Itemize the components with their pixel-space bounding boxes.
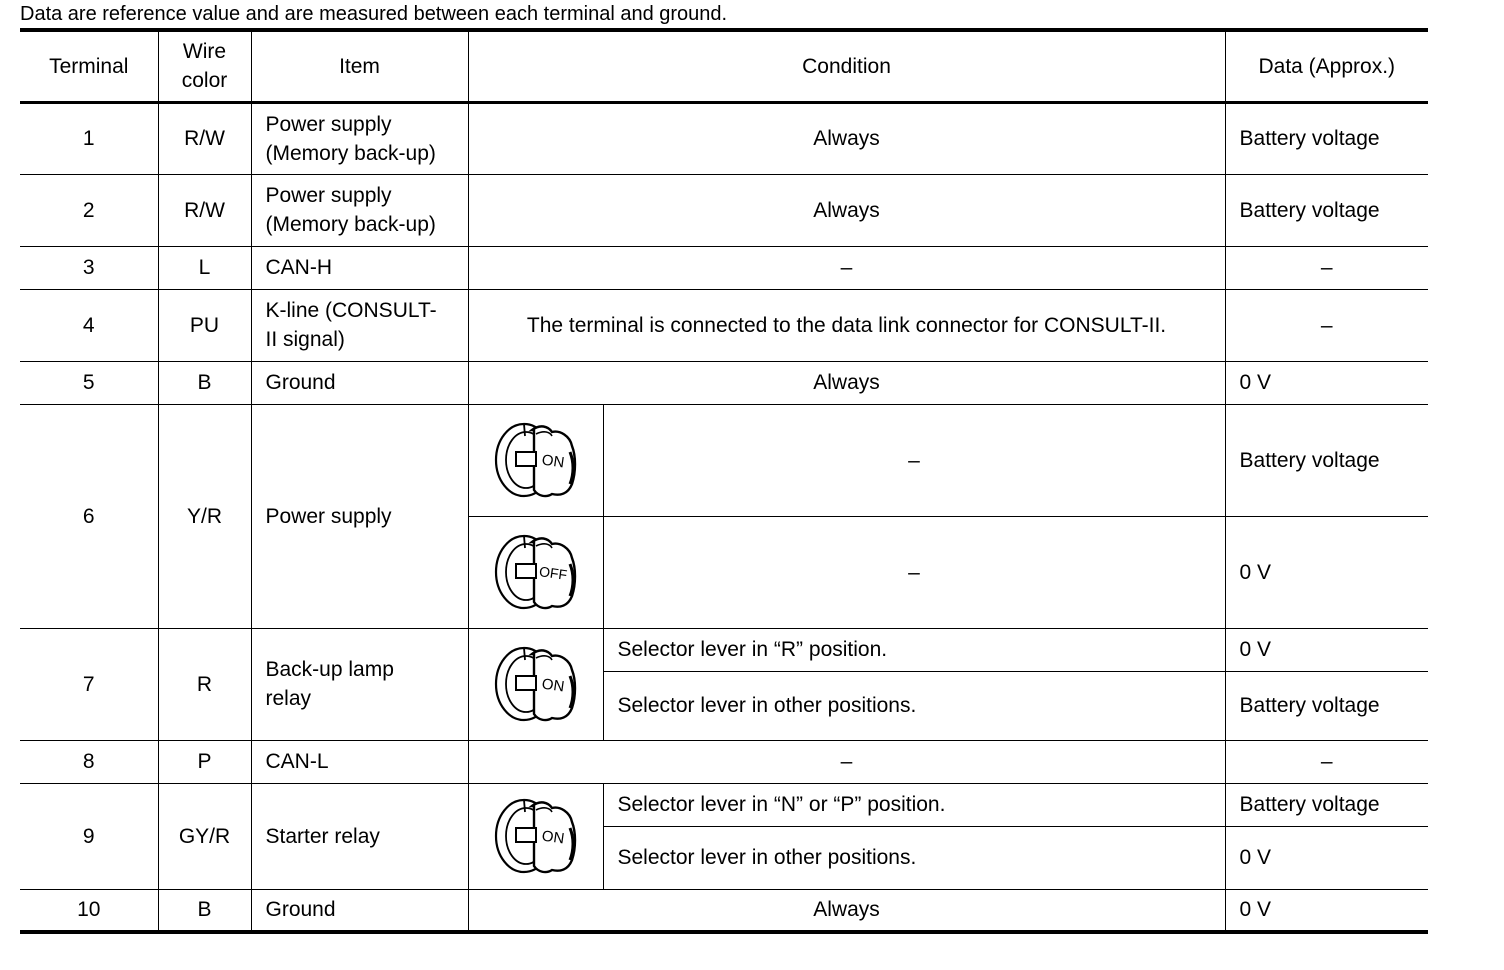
data-cell: – (1225, 740, 1428, 783)
data-cell: – (1225, 246, 1428, 289)
item-cell: Ground (251, 361, 468, 404)
terminal-cell: 1 (20, 102, 158, 174)
data-cell: 0 V (1225, 628, 1428, 671)
table-row (20, 174, 1428, 246)
wire-color-cell: R/W (158, 174, 251, 246)
condition-cell: – (468, 246, 1225, 289)
header-data: Data (Approx.) (1225, 30, 1428, 102)
terminal-cell: 6 (20, 404, 158, 628)
ignition-key-on-icon (488, 636, 584, 732)
condition-cell: Selector lever in “N” or “P” position. (603, 783, 1225, 826)
condition-cell: Always (468, 102, 1225, 174)
header-condition: Condition (468, 30, 1225, 102)
svg-text:ON: ON (540, 451, 565, 472)
terminal-data-table (20, 28, 1428, 934)
item-cell: Starter relay (251, 783, 468, 889)
terminal-cell: 10 (20, 889, 158, 932)
wire-color-cell: R (158, 628, 251, 740)
terminal-cell: 8 (20, 740, 158, 783)
condition-cell: Always (468, 174, 1225, 246)
table-row (20, 628, 1428, 671)
condition-cell: Selector lever in “R” position. (603, 628, 1225, 671)
data-cell: Battery voltage (1225, 102, 1428, 174)
wire-color-cell: Y/R (158, 404, 251, 628)
ignition-key-cell (468, 628, 603, 740)
condition-cell: – (468, 740, 1225, 783)
ignition-key-cell (468, 404, 603, 516)
item-cell: Power supply (251, 404, 468, 628)
wire-color-cell: GY/R (158, 783, 251, 889)
data-cell: 0 V (1225, 889, 1428, 932)
data-cell: Battery voltage (1225, 783, 1428, 826)
item-cell: Power supply (Memory back-up) (251, 174, 468, 246)
ignition-key-cell (468, 783, 603, 889)
svg-text:ON: ON (540, 827, 565, 848)
svg-text:OFF: OFF (537, 563, 568, 583)
wire-color-cell: B (158, 889, 251, 932)
terminal-cell: 3 (20, 246, 158, 289)
data-cell: 0 V (1225, 361, 1428, 404)
wire-color-cell: PU (158, 289, 251, 361)
terminal-cell: 7 (20, 628, 158, 740)
condition-cell: The terminal is connected to the data link connector for CONSULT-II. (468, 289, 1225, 361)
data-cell: – (1225, 289, 1428, 361)
wire-color-cell: L (158, 246, 251, 289)
condition-cell: Selector lever in other positions. (603, 826, 1225, 889)
item-cell: K-line (CONSULT- II signal) (251, 289, 468, 361)
header-wire-color: Wire color (158, 30, 251, 102)
terminal-cell: 9 (20, 783, 158, 889)
table-row (20, 740, 1428, 783)
table-row (20, 246, 1428, 289)
wire-color-cell: P (158, 740, 251, 783)
terminal-cell: 5 (20, 361, 158, 404)
item-cell: Back-up lamp relay (251, 628, 468, 740)
table-row (20, 404, 1428, 516)
svg-text:ON: ON (540, 675, 565, 696)
table-caption: Data are reference value and are measured between each terminal and ground. (20, 3, 728, 25)
table-row (20, 102, 1428, 174)
item-cell: CAN-H (251, 246, 468, 289)
condition-cell: Selector lever in other positions. (603, 671, 1225, 740)
data-cell: 0 V (1225, 826, 1428, 889)
ignition-key-on-icon (488, 788, 584, 884)
data-cell: Battery voltage (1225, 404, 1428, 516)
condition-cell: Always (468, 361, 1225, 404)
data-cell: 0 V (1225, 516, 1428, 628)
data-cell: Battery voltage (1225, 671, 1428, 740)
table-row (20, 783, 1428, 826)
ignition-key-off-icon (488, 524, 584, 620)
table-row (20, 889, 1428, 932)
wire-color-cell: B (158, 361, 251, 404)
item-cell: Ground (251, 889, 468, 932)
table-row (20, 361, 1428, 404)
terminal-cell: 2 (20, 174, 158, 246)
item-cell: CAN-L (251, 740, 468, 783)
table-row (20, 289, 1428, 361)
condition-cell: Always (468, 889, 1225, 932)
header-item: Item (251, 30, 468, 102)
condition-cell: – (603, 404, 1225, 516)
data-cell: Battery voltage (1225, 174, 1428, 246)
item-cell: Power supply (Memory back-up) (251, 102, 468, 174)
terminal-cell: 4 (20, 289, 158, 361)
condition-cell: – (603, 516, 1225, 628)
header-row (20, 30, 1428, 102)
ignition-key-on-icon (488, 412, 584, 508)
wire-color-cell: R/W (158, 102, 251, 174)
header-terminal: Terminal (20, 30, 158, 102)
ignition-key-cell (468, 516, 603, 628)
